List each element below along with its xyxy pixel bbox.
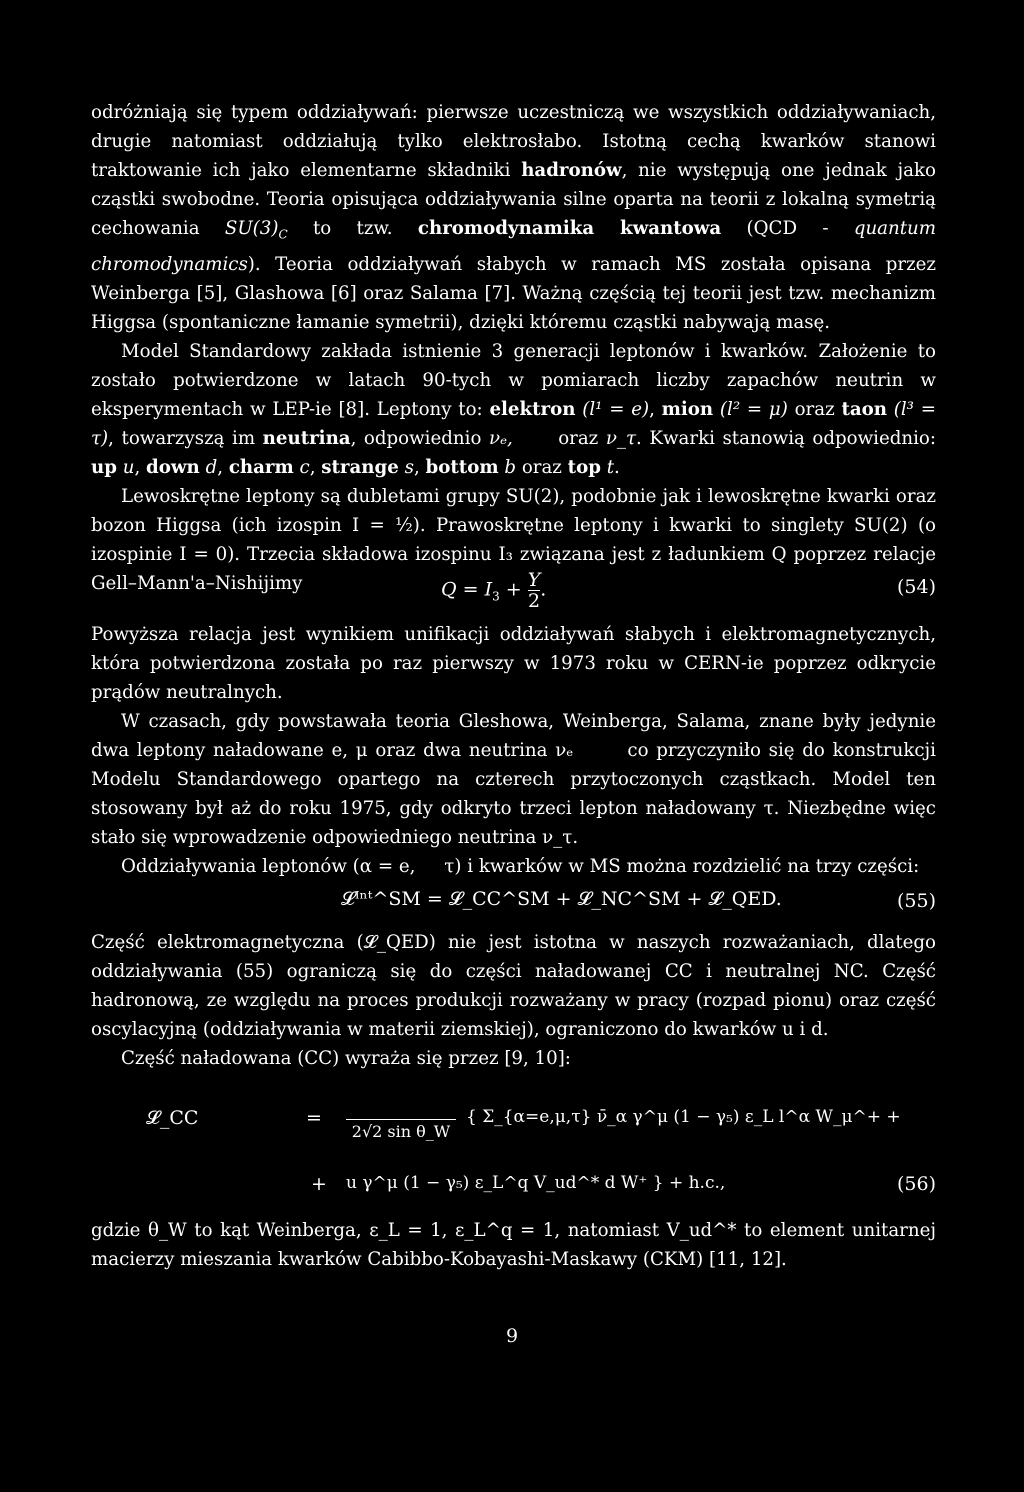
paragraph-9: gdzie θ_W to kąt Weinberga, ε_L = 1, ε_L^q = 1, natomiast V_ud^* to element unitarnej macierzy mieszania kwarków Cabibbo-Kobayashi-Maskawy (CKM) [11, 12]. <box>91 1220 936 1270</box>
equation-56: 𝓛_CC = 2√2 sin θ_W { Σ_{α=e,μ,τ} ν̄_α γ^μ (1 − γ₅) ε_L l^α W_μ^+ + + u γ^μ (1 − γ₅) ε_L^q V_ud^* d W⁺ } + h.c., (56) <box>146 1107 936 1195</box>
text-body-middle <box>91 620 942 881</box>
paragraph-7: Część elektromagnetyczna (𝓛_QED) nie jest istotna w naszych rozważaniach, dlatego oddziaływania (55) ograniczą się do części naładowanej CC i neutralnej NC. Część hadronową, ze względu na proces produkcji rozważany w pracy (rozpad pionu) oraz część oscylacyjną (oddziaływania w materii ziemskiej), ograniczono do kwarków u i d. <box>91 932 936 1040</box>
text-body-bottom <box>91 1216 936 1274</box>
text-body-lower <box>91 928 936 1073</box>
paragraph-4: Powyższa relacja jest wynikiem unifikacji oddziaływań słabych i elektromagnetycznych, która potwierdzona została po raz pierwszy w 1973 roku w CERN-ie poprzez odkrycie prądów neutralnych. <box>91 624 936 703</box>
page-number: 9 <box>505 1325 519 1347</box>
text-body-top <box>91 98 936 598</box>
paragraph-2: Model Standardowy zakłada istnienie 3 generacji leptonów i kwarków. Założenie to zostało potwierdzone w latach 90-tych w pomiarach liczby zapachów neutrin w eksperymentach w LEP-ie [8]. Leptony to: elektron (l¹ = e), mion (l² = μ) oraz taon (l³ = τ), towarzyszą im neutrina, odpowiednio νₑ, oraz ν_τ. Kwarki stanowią odpowiednio: up u, down d, charm c, strange s, bottom b oraz top t. <box>91 340 936 478</box>
equation-number: (54) <box>896 576 936 598</box>
paragraph-8: Część naładowana (CC) wyraża się przez [9, 10]: <box>121 1048 571 1069</box>
paragraph-6: Oddziaływania leptonów (α = e, τ) i kwarków w MS można rozdzielić na trzy części: <box>121 856 920 877</box>
equation-number: (55) <box>896 890 936 912</box>
equation-54: $Q = I_3$ + $\frac{Y}{2}$ . (54) <box>441 569 936 612</box>
paragraph-5: W czasach, gdy powstawała teoria Gleshowa, Weinberga, Salama, znane były jedynie dwa leptony naładowane e, μ oraz dwa neutrina νₑ co przyczyniło się do konstrukcji Modelu Standardowego opartego na czterech przytoczonych cząstkach. Model ten stosowany był aż do roku 1975, gdy odkryto trzeci lepton naładowany τ. Niezbędne więc stało się wprowadzenie odpowiedniego neutrina ν_τ. <box>91 711 942 848</box>
paragraph-1: odróżniają się typem oddziaływań: pierwsze uczestniczą we wszystkich oddziaływaniach, drugie natomiast oddziałują tylko elektrosłabo. Istotną cechą kwarków stanowi traktowanie ich jako elementarne składniki hadronów, nie występują one jednak jako cząstki swobodne. Teoria opisująca oddziaływania silne oparta na teorii z lokalną symetrią cechowania $SU(3)_C$ to tzw. chromodynamika kwantowa (QCD - quantum chromodynamics). Teoria oddziaływań słabych w ramach MS została opisana przez Weinberga [5], Glashowa [6] oraz Salama [7]. Ważną częścią tej teorii jest tzw. mechanizm Higgsa (spontaniczne łamanie symetrii), dzięki któremu cząstki nabywają masę. <box>91 102 936 333</box>
paragraph-3: Lewoskrętne leptony są dubletami grupy SU(2), podobnie jak i lewoskrętne kwarki oraz bozon Higgsa (ich izospin I = ½). Prawoskrętne leptony i kwarki to singlety SU(2) (o izospinie I = 0). Trzecia składowa izospinu I₃ związana jest z ładunkiem Q poprzez relacje Gell–Mann'a–Nishijimy <box>91 485 936 594</box>
equation-55: 𝓛ᴵⁿᵗ^SM = 𝓛_CC^SM + 𝓛_NC^SM + 𝓛_QED. (55) <box>341 888 936 912</box>
equation-number: (56) <box>896 1173 936 1195</box>
